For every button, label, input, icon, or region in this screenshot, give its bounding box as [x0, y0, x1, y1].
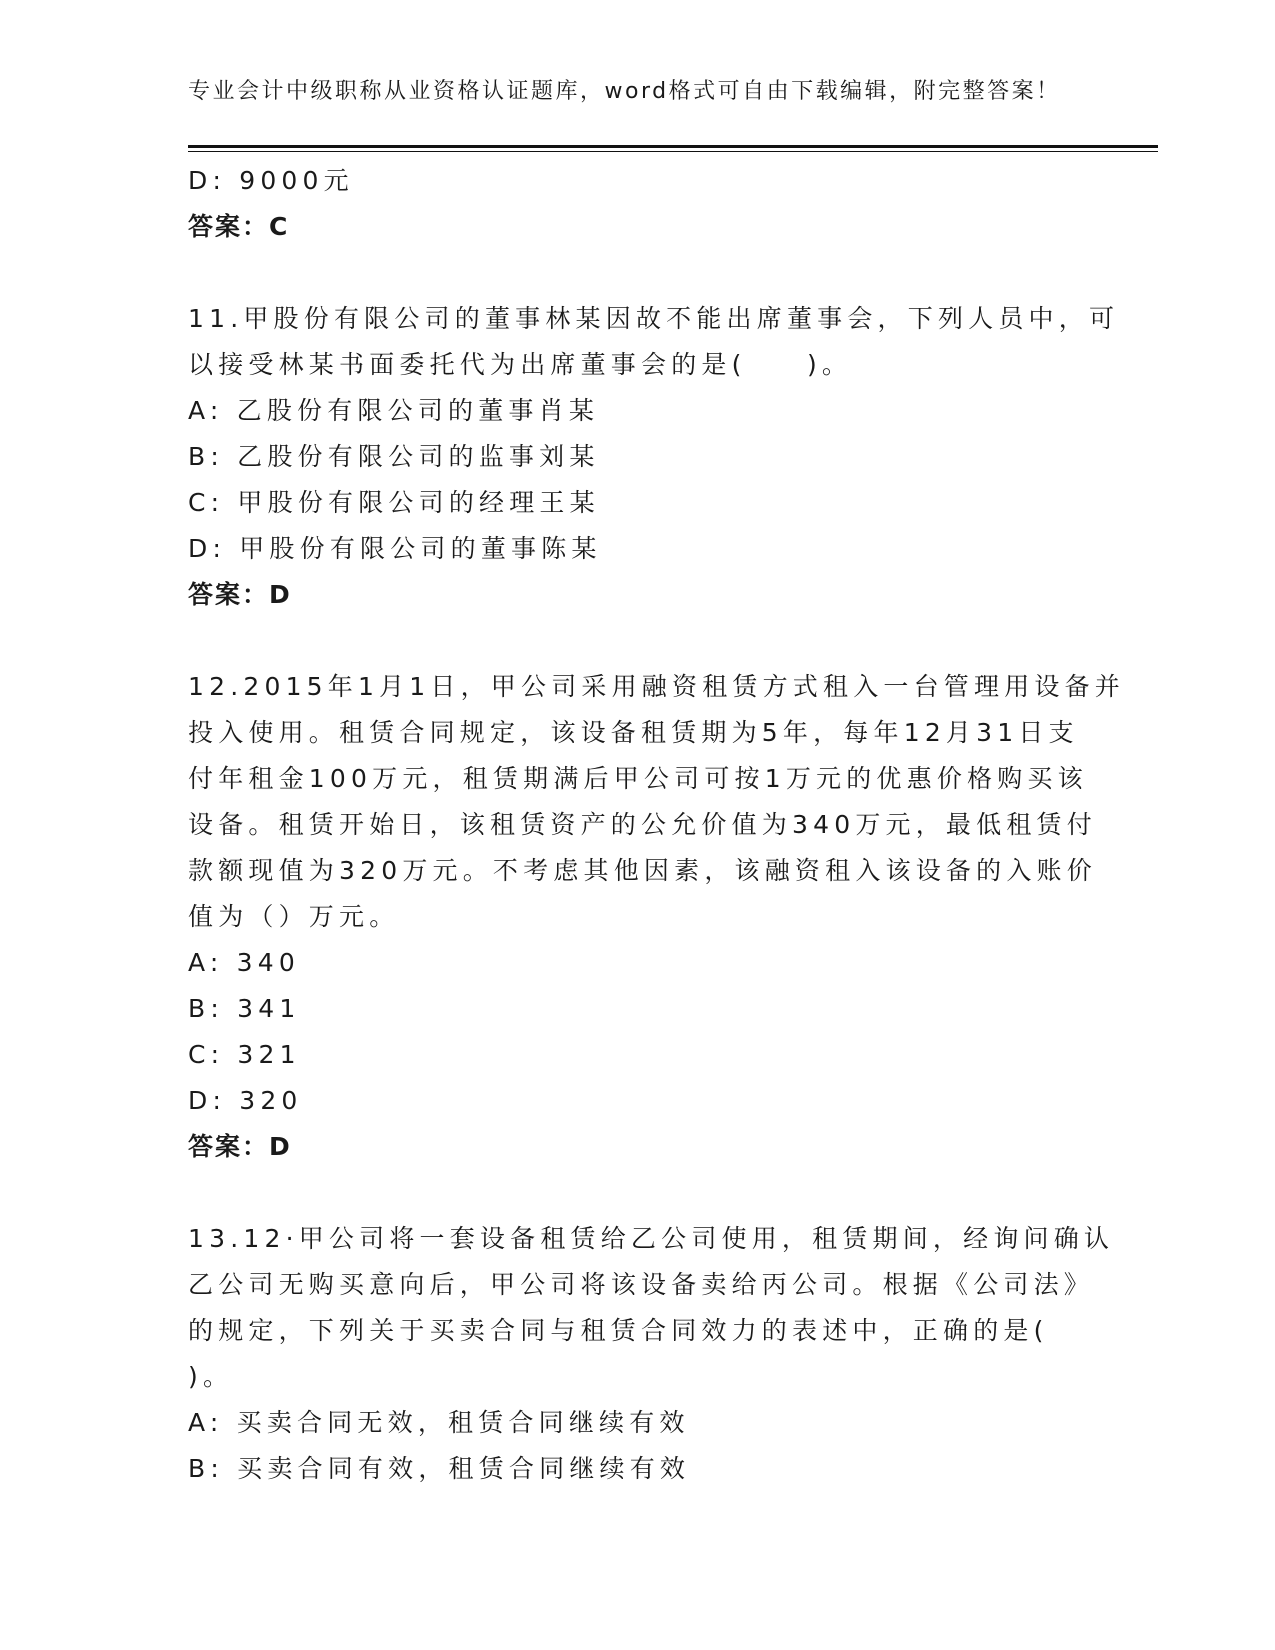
- spacer: [188, 618, 1088, 664]
- option-b: B: 乙股份有限公司的监事刘某: [188, 442, 600, 471]
- question-stem: 付年租金100万元，租赁期满后甲公司可按1万元的优惠价格购买该: [188, 764, 1088, 793]
- question-stem: 设备。租赁开始日，该租赁资产的公允价值为340万元，最低租赁付: [188, 810, 1097, 839]
- question-stem: 以接受林某书面委托代为出席董事会的是( )。: [188, 350, 853, 379]
- question-stem: 值为（）万元。: [188, 902, 400, 931]
- question-13: [188, 1216, 1115, 1492]
- answer-line: 答案：D: [188, 1132, 292, 1161]
- question-stem: )。: [188, 1362, 234, 1391]
- answer-line: 答案：D: [188, 580, 292, 609]
- option-d: D: 320: [188, 1086, 303, 1115]
- question-stem: 的规定，下列关于买卖合同与租赁合同效力的表述中，正确的是(: [188, 1316, 1049, 1345]
- option-b: B: 341: [188, 994, 301, 1023]
- document-body: [188, 158, 1125, 1492]
- header-rule-thin: [188, 151, 1158, 152]
- question-12: [188, 664, 1125, 1170]
- spacer: [188, 1170, 1088, 1216]
- header-rule-thick: [188, 145, 1158, 148]
- question-stem: 款额现值为320万元。不考虑其他因素，该融资租入该设备的入账价: [188, 856, 1097, 885]
- question-stem: 11.甲股份有限公司的董事林某因故不能出席董事会，下列人员中，可: [188, 304, 1120, 333]
- option-b: B: 买卖合同有效，租赁合同继续有效: [188, 1454, 691, 1483]
- option-c: C: 甲股份有限公司的经理王某: [188, 488, 600, 517]
- option-c: C: 321: [188, 1040, 301, 1069]
- option-d: D: 9000元: [188, 166, 354, 195]
- question-stem: 13.12·甲公司将一套设备租赁给乙公司使用，租赁期间，经询问确认: [188, 1224, 1115, 1253]
- answer-line: 答案：C: [188, 212, 290, 241]
- question-stem: 12.2015年1月1日，甲公司采用融资租赁方式租入一台管理用设备并: [188, 672, 1125, 701]
- question-11: [188, 296, 1120, 618]
- option-a: A: 买卖合同无效，租赁合同继续有效: [188, 1408, 690, 1437]
- page-header: 专业会计中级职称从业资格认证题库，word格式可自由下载编辑，附完整答案！: [188, 79, 1061, 104]
- option-a: A: 340: [188, 948, 300, 977]
- question-stem: 乙公司无购买意向后，甲公司将该设备卖给丙公司。根据《公司法》: [188, 1270, 1095, 1299]
- option-d: D: 甲股份有限公司的董事陈某: [188, 534, 602, 563]
- question-stem: 投入使用。租赁合同规定，该设备租赁期为5年，每年12月31日支: [188, 718, 1079, 747]
- option-a: A: 乙股份有限公司的董事肖某: [188, 396, 600, 425]
- spacer: [188, 250, 1088, 296]
